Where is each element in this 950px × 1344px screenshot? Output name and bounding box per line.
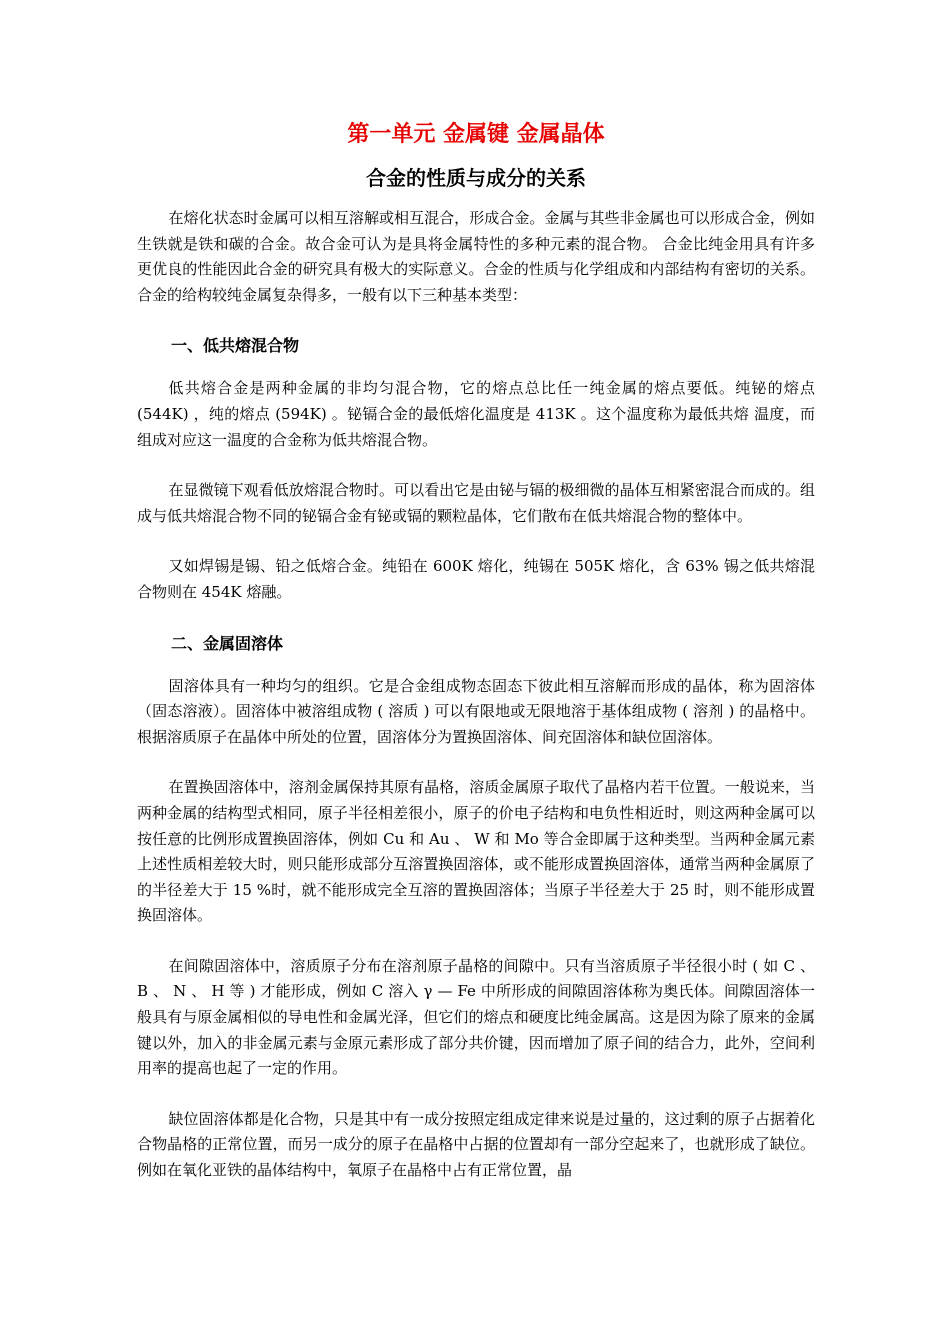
paragraph-gap: [137, 1082, 815, 1107]
section-1-paragraph-3: 又如焊锡是锡、铅之低熔合金。纯铅在 600K 熔化，纯锡在 505K 熔化，含 63% 锡之低共熔混合物则在 454K 熔融。: [137, 557, 815, 601]
section-2-paragraph-2: 在置换固溶体中，溶剂金属保持其原有晶格，溶质金属原子取代了晶格内若干位置。一般说来，当两种金属的结构型式相同，原子半径相差很小，原子的价电子结构和电负性相近时，则这两种金属可以按任意的比例形成置换固溶体，例如 Cu 和 Au 、 W 和 Mo 等合金即属于这种类型。当两种金属元素上述性质相差较大时，则只能形成部分互溶置换固溶体，或不能形成置换固溶体，通常当两种金属原了的半径差大于 15 %时，就不能形成完全互溶的置换固溶体；当原子半径差大于 25 时，则不能形成置换固溶体。: [137, 778, 815, 925]
paragraph-gap: [137, 929, 815, 954]
paragraph-gap: [137, 750, 815, 775]
section-1-paragraph-1: 低共熔合金是两种金属的非均匀混合物，它的熔点总比任一纯金属的熔点要低。纯铋的熔点 (544K) ，纯的熔点 (594K) 。铋镉合金的最低熔化温度是 413K 。这个温度称为最低共熔 温度，而组成对应这一温度的合金称为低共熔混合物。: [137, 379, 815, 449]
document-page: [137, 118, 815, 1184]
section-2-paragraph-3: 在间隙固溶体中，溶质原子分布在溶剂原子晶格的间隙中。只有当溶质原子半径很小时 ( 如 C 、 B 、 N 、 H 等 ) 才能形成，例如 C 溶入 γ — Fe 中所形成的间隙固溶体称为奥氏体。间隙固溶体一般具有与原金属相似的导电性和金属光泽，但它们的熔点和硬度比纯金属高。这是因为除了原来的金属键以外，加入的非金属元素与金原元素形成了部分共价键，因而增加了原子间的结合力，此外，空间利用率的提高也起了一定的作用。: [137, 956, 815, 1078]
paragraph-gap: [137, 606, 815, 631]
intro-paragraph: 在熔化状态时金属可以相互溶解或相互混合，形成合金。金属与其些非金属也可以形成合金，例如生铁就是铁和碳的合金。故合金可认为是具将金属特性的多种元素的混合物。 合金比纯金用具有许多更优良的性能因此合金的研究具有极大的实际意义。合金的性质与化学组成和内部结构有密切的关系。合金的给构较纯金属复杂得多，一般有以下三种基本类型：: [137, 209, 815, 304]
section-2-paragraph-4: 缺位固溶体都是化合物，只是其中有一成分按照定组成定律来说是过量的，这过剩的原子占据着化合物晶格的正常位置，而另一成分的原子在晶格中占据的位置却有一部分空起来了，也就形成了缺位。例如在氧化亚铁的晶体结构中，氧原子在晶格中占有正常位置，晶: [137, 1109, 815, 1180]
section-1-paragraph-2: 在显微镜下观看低放熔混合物时。可以看出它是由铋与镉的极细微的晶体互相紧密混合而成的。组成与低共熔混合物不同的铋镉合金有铋或镉的颗粒晶体，它们散布在低共熔混合物的整体中。: [137, 481, 815, 525]
section-1-heading: 一、低共熔混合物: [171, 336, 300, 356]
section-2-paragraph-1: 固溶体具有一种均匀的组织。它是合金组成物态固态下彼此相互溶解而形成的晶体，称为固溶体（固态溶液）。固溶体中被溶组成物 ( 溶质 ) 可以有限地或无限地溶于基体组成物 ( 溶剂 ) 的晶格中。根据溶质原子在晶体中所处的位置，固溶体分为置换固溶体、间充固溶体和缺位固溶体。: [137, 676, 815, 746]
document-title: 第一单元 金属键 金属晶体: [347, 122, 605, 147]
paragraph-gap: [137, 453, 815, 478]
paragraph-gap: [137, 359, 815, 376]
paragraph-gap: [137, 529, 815, 554]
paragraph-gap: [137, 657, 815, 674]
section-2-heading: 二、金属固溶体: [171, 633, 284, 653]
paragraph-gap: [137, 308, 815, 333]
document-subtitle: 合金的性质与成分的关系: [366, 166, 586, 190]
